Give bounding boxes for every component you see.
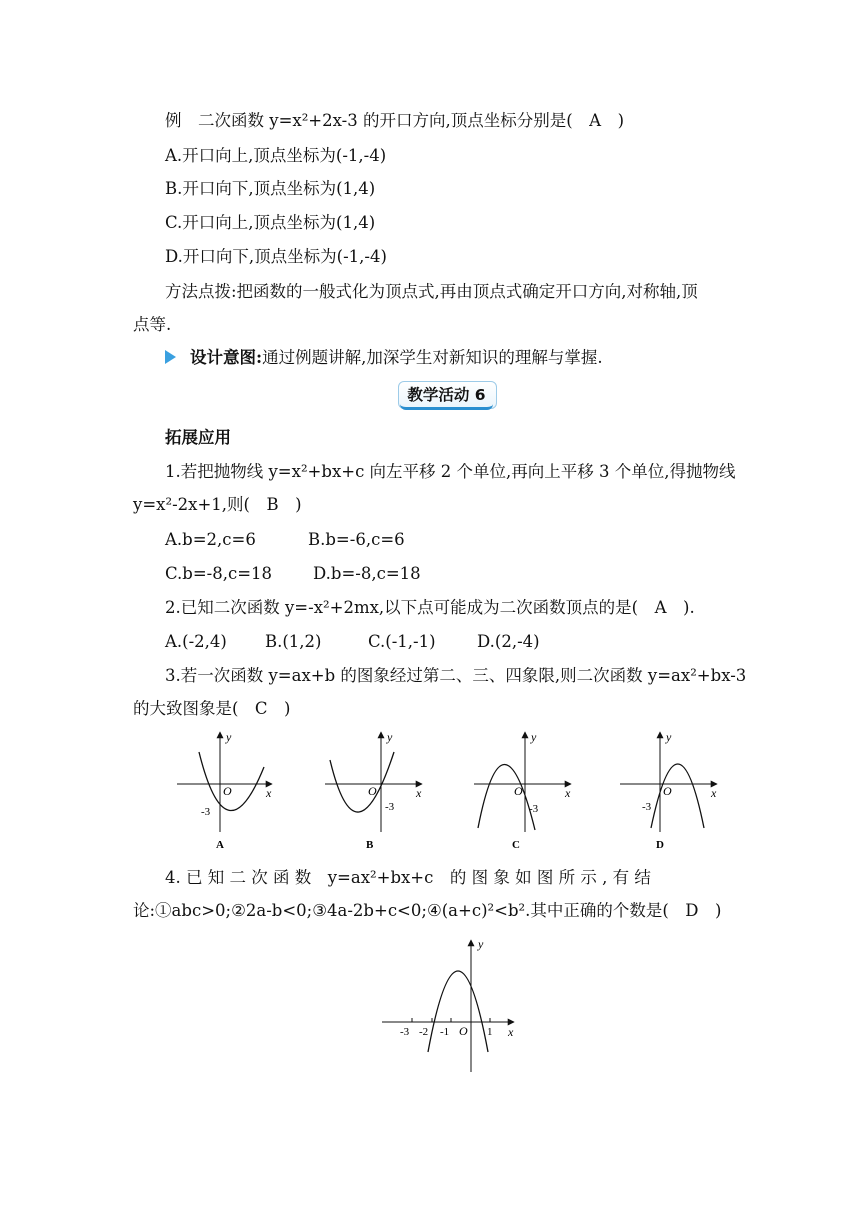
q4-tick-minus3: -3 <box>400 1026 410 1038</box>
example-option-a: A.开口向上,顶点坐标为(-1,-4) <box>165 146 387 165</box>
q3-b-y-label: y <box>387 730 393 744</box>
q2-option-b: B.(1,2) <box>265 632 322 651</box>
q4-origin: O <box>459 1024 468 1038</box>
q3-graph-b <box>325 730 422 851</box>
q4-y-label: y <box>478 937 484 951</box>
design-intent-label: 设计意图: <box>190 348 263 367</box>
q4-tick-minus1: -1 <box>440 1026 450 1038</box>
q3-a-y-label: y <box>226 730 232 744</box>
q1-option-b: B.b=-6,c=6 <box>308 530 405 549</box>
q2-option-c: C.(-1,-1) <box>368 632 436 651</box>
q4-graph <box>382 937 514 1072</box>
q3-d-origin: O <box>663 784 672 798</box>
q2-option-a: A.(-2,4) <box>165 632 227 651</box>
method-tip-line1: 方法点拨:把函数的一般式化为顶点式,再由顶点式确定开口方向,对称轴,顶 <box>165 282 698 301</box>
q3-line1: 3.若一次函数 y=ax+b 的图象经过第二、三、四象限,则二次函数 y=ax²+bx-3 <box>165 666 747 685</box>
q3-c-origin: O <box>514 784 523 798</box>
design-intent-text: 通过例题讲解,加深学生对新知识的理解与掌握. <box>262 348 603 367</box>
q3-a-origin: O <box>223 784 232 798</box>
q4-x-label: x <box>508 1025 514 1039</box>
q3-caption-a: A <box>216 839 224 851</box>
example-question: 例 二次函数 y=x²+2x-3 的开口方向,顶点坐标分别是( A ) <box>165 111 625 130</box>
q1-option-d: D.b=-8,c=18 <box>313 564 421 583</box>
example-option-c: C.开口向上,顶点坐标为(1,4) <box>165 213 376 232</box>
example-option-d: D.开口向下,顶点坐标为(-1,-4) <box>165 247 387 266</box>
q4-line1: 4. 已 知 二 次 函 数 y=ax²+bx+c 的 图 象 如 图 所 示 , 有 结 <box>165 868 651 887</box>
q3-a-minus3: -3 <box>201 806 211 818</box>
q3-caption-d: D <box>656 839 664 851</box>
q3-graph-d <box>620 730 717 851</box>
q3-c-minus3: -3 <box>529 803 539 815</box>
q3-d-y-label: y <box>666 730 672 744</box>
q1-option-c: C.b=-8,c=18 <box>165 564 273 583</box>
q3-b-origin: O <box>368 784 377 798</box>
q3-line2: 的大致图象是( C ) <box>133 699 291 718</box>
q3-b-x-label: x <box>416 786 422 800</box>
q3-graph-c <box>474 730 571 851</box>
example-option-b: B.开口向下,顶点坐标为(1,4) <box>165 179 376 198</box>
section-title: 拓展应用 <box>165 428 231 447</box>
q3-d-x-label: x <box>711 786 717 800</box>
q2-option-d: D.(2,-4) <box>477 632 540 651</box>
q4-line2: 论:①abc>0;②2a-b<0;③4a-2b+c<0;④(a+c)²<b².其中正确的个数是( D ) <box>133 901 722 920</box>
activity-badge-label: 教学活动 6 <box>407 386 486 404</box>
q1-option-a: A.b=2,c=6 <box>165 530 256 549</box>
q1-line1: 1.若把抛物线 y=x²+bx+c 向左平移 2 个单位,再向上平移 3 个单位,得抛物线 <box>165 462 736 481</box>
q3-graph-a <box>177 730 272 851</box>
q3-d-minus3: -3 <box>642 801 652 813</box>
method-tip-line2: 点等. <box>133 315 172 334</box>
q2-line: 2.已知二次函数 y=-x²+2mx,以下点可能成为二次函数顶点的是( A ). <box>165 598 695 617</box>
q3-caption-c: C <box>512 839 520 851</box>
q4-tick-1: 1 <box>487 1026 493 1038</box>
q3-caption-b: B <box>366 839 374 851</box>
q3-c-x-label: x <box>565 786 571 800</box>
q1-line2: y=x²-2x+1,则( B ) <box>133 495 302 514</box>
q4-tick-minus2: -2 <box>419 1026 429 1038</box>
q3-b-minus3: -3 <box>385 801 395 813</box>
q3-a-x-label: x <box>266 786 272 800</box>
q3-c-y-label: y <box>531 730 537 744</box>
